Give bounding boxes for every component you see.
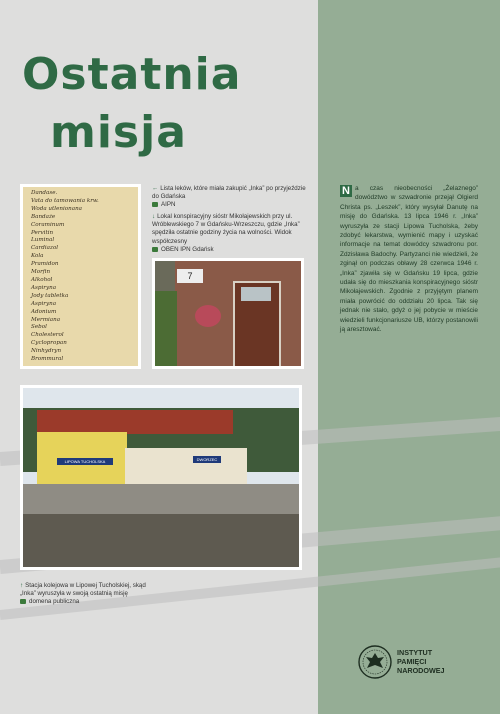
list-line: Coraminum (31, 221, 65, 228)
logo-text (397, 648, 445, 676)
list-line: Bandaże (31, 213, 56, 220)
medicine-list-photo (20, 184, 141, 369)
list-line: Kola (31, 253, 44, 260)
house-plant (195, 305, 221, 327)
list-line: Cholesterol (31, 332, 64, 339)
camera-icon (20, 599, 26, 604)
station-sign-2-text: DWORZEC (196, 457, 218, 462)
house-caption: ↓ Lokal konspiracyjny sióstr Mikołajewskich przy ul. Wróblewskiego 7 w Gdańsku-Wrzeszczu, gdzie „Inka” spędziła ostatnie godziny życia na wolności. Widok współczesny OBEN IPN Gdańsk (152, 213, 300, 253)
station-tracks (23, 514, 302, 570)
paragraph-text: a czas nieobecności „Żelaznego” dowództwo w szwadronie przejął Olgierd Christa ps. „Leszek”, który wysyłał Danutę na misję do Gdańska. 13 lipca 1946 r. „Inka” wyruszyła ze stacji Lipowa Tucholska, żeby zdobyć lekarstwa, wymienić mapy i uzyskać informacje na temat dowódcy szwadronu por. Zdzisława Badochy. Partyzanci nie wiedzieli, że zginął on podczas obławy 28 czerwca 1946 r. „Inka” zjawiła się w Gdańsku 19 lipca, gdzie udała się do mieszkania konspiracyjnego sióstr Mikołajewskich. Zgodnie z przyjętym planem miała powrócić do oddziału 20 lipca. Tak się jednak nie stało, gdyż o jej pobycie w mieście wiedzieli funkcjonariusze UB, którzy postanowili ją aresztować. (340, 185, 478, 334)
list-line: Dandase. (31, 190, 58, 196)
station-wing (125, 448, 247, 484)
station-sign-text: LIPOWA TUCHOLSKA (64, 459, 106, 464)
list-line: Sebol (31, 324, 47, 331)
list-caption: ← Lista leków, które miała zakupić „Inka” po przyjeździe do Gdańska AIPN (152, 185, 306, 209)
ipn-logo (357, 642, 477, 686)
arrow-down-icon: ↓ (152, 213, 156, 220)
list-line: Morfin (31, 269, 51, 276)
station-credit: domena publiczna (29, 598, 80, 606)
house-number: 7 (187, 271, 193, 281)
list-line: Alkohol (31, 276, 53, 283)
station-platform (23, 484, 302, 514)
list-line: Aspiryna (31, 300, 57, 307)
list-line: Mermiana (31, 316, 61, 323)
list-line: Pramidon (31, 261, 59, 268)
house-bushes (155, 291, 177, 369)
station-roof (37, 410, 233, 434)
title-line-2: misja (50, 107, 187, 158)
list-line: Aspiryna (31, 284, 57, 291)
list-credit: AIPN (161, 201, 176, 209)
list-line: Woda utlenionana (31, 205, 83, 212)
list-line: Brommural (31, 356, 64, 363)
main-paragraph (340, 184, 478, 335)
arrow-left-icon: ← (152, 185, 159, 192)
station-sign (57, 458, 113, 465)
list-line: Vata do tamowania krw. (31, 197, 99, 204)
house-number-plate (177, 269, 203, 283)
station-photo (20, 385, 302, 570)
page-title (22, 46, 241, 162)
list-line: Cyclopropan (31, 340, 67, 347)
house-photo (152, 258, 304, 369)
list-line: Jody tabletka (31, 292, 69, 299)
station-sign-2 (193, 456, 221, 463)
logo-line-3: NARODOWEJ (397, 666, 445, 676)
arrow-up-icon: ↑ (20, 582, 24, 589)
house-credit: OBEN IPN Gdańsk (161, 245, 214, 253)
list-line: Luminal (31, 237, 55, 244)
house-door-window (241, 287, 271, 301)
list-line: Ninhydryn (31, 348, 62, 355)
dropcap: N (340, 185, 352, 197)
title-line-1: Ostatnia (22, 49, 242, 100)
handwritten-list (31, 190, 99, 364)
camera-icon (152, 247, 158, 252)
eagle-seal-icon (357, 644, 393, 680)
list-line: Adonium (31, 308, 57, 315)
logo-line-2: PAMIĘCI (397, 657, 427, 667)
station-caption: ↑ Stacja kolejowa w Lipowej Tucholskiej, skąd „Inka” wyruszyła w swoją ostatnią misję domena publiczna (20, 582, 146, 606)
list-line: Cardiazol (31, 245, 59, 252)
right-panel (318, 0, 500, 714)
logo-line-1: INSTYTUT (397, 648, 433, 657)
list-line: Pervitin (31, 229, 54, 236)
camera-icon (152, 202, 158, 207)
